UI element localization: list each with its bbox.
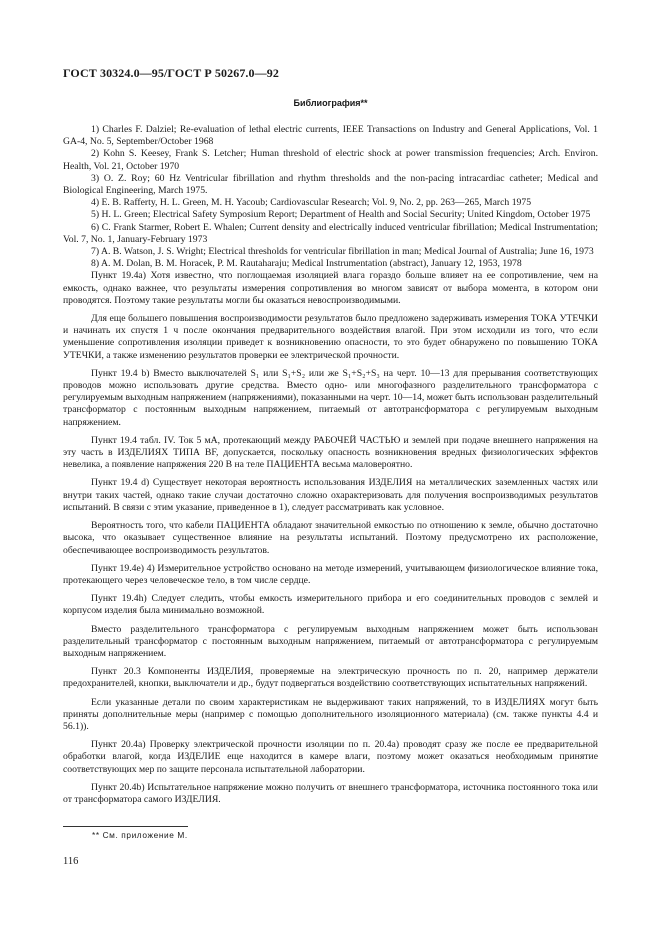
paragraph: Пункт 19.4а) Хотя известно, что поглощаемая изоляцией влага гораздо больше влияет на ее сопротивление, чем на емкость, однако важнее, что результаты измерения сопротивления во многом зависят от выбора момента, в котором они проводятся. Поэтому такие результаты могли бы оказаться невоспроизводимыми. — [63, 270, 598, 306]
reference-item: 6) C. Frank Starmer, Robert E. Whalen; Current density and electrically induced ventricular fibrillation; Medical Instrumentation; Vol. 7, No. 1, January-February 1973 — [63, 221, 598, 245]
paragraph: Пункт 19.4е) 4) Измерительное устройство основано на методе измерений, учитывающем физиологическое влияние тока, протекающего через человеческое тело, в том числе сердце. — [63, 562, 598, 586]
reference-item: 5) H. L. Green; Electrical Safety Symposium Report; Department of Health and Social Security; United Kingdom, October 1975 — [91, 209, 591, 221]
paragraph: Пункт 19.4 b) Вместо выключателей S₁ или S₁+S₂ или же S₁+S₂+S₃ на черт. 10—13 для прерывания соответствующих проводов можно использовать другие средства. Вместо одно- или многофазного разделительного трансформатора с регулируемым выходным напряжением (напряжениями), показанными на черт. 10—14, может быть использован разделительный трансформатор с постоянным выходным напряжением, питаемый от автотрансформатора с регулируемым выходным напряжением. — [63, 367, 598, 428]
reference-item: 3) O. Z. Roy; 60 Hz Ventricular fibrillation and rhythm thresholds and the non-pacing intracardiac catheter; Medical and Biological Engineering, March 1975. — [63, 172, 598, 197]
reference-item: 8) A. M. Dolan, B. M. Horacek, P. M. Rautaharaju; Medical Instrumentation (abstract), January 12, 1953, 1978 — [91, 258, 522, 270]
paragraph: Пункт 19.4 d) Существует некоторая вероятность использования ИЗДЕЛИЯ на металлических заземленных частях или внутри таких частей, однако такие случаи достаточно сложно охарактеризовать для получения воспроизводимых результатов испытаний. В связи с этим указание, приведенное в 1), следует рассматривать как условное. — [63, 477, 598, 513]
paragraph: Пункт 20.3 Компоненты ИЗДЕЛИЯ, проверяемые на электрическую прочность по п. 20, например держатели предохранителей, кнопки, выключатели и др., будут подвергаться воздействию соответствующих испытательных напряжений. — [63, 666, 598, 690]
footnote-divider — [63, 826, 188, 827]
paragraph: Пункт 19.4 табл. IV. Ток 5 мА, протекающий между РАБОЧЕЙ ЧАСТЬЮ и землей при подаче внешнего напряжения на эту часть в ИЗДЕЛИЯХ ТИПА BF, допускается, поскольку опасность возникновения вредных физиологических эффектов невелика, а появление напряжения 220 В на теле ПАЦИЕНТА весьма маловероятно. — [63, 434, 598, 471]
document-body — [63, 124, 598, 806]
standard-header: ГОСТ 30324.0—95/ГОСТ Р 50267.0—92 — [63, 66, 279, 80]
paragraph: Пункт 20.4b) Испытательное напряжение можно получить от внешнего трансформатора, источника постоянного тока или от трансформатора самого ИЗДЕЛИЯ. — [63, 781, 598, 805]
page-number: 116 — [63, 856, 79, 867]
paragraph: Если указанные детали по своим характеристикам не выдерживают таких напряжений, то в ИЗДЕЛИЯХ могут быть приняты дополнительные меры (например с помощью дополнительного изоляционного материала) (см. также пункты 4.4 и 56.1)). — [63, 696, 598, 732]
paragraph: Для еще большего повышения воспроизводимости результатов было предложено задерживать измерения ТОКА УТЕЧКИ и начинать их спустя 1 ч после окончания предварительного воздействия влагой. При этом исходили из того, что если уменьшение сопротивления изоляции приведет к возникновению опасности, то это будет обнаружено по повышению ТОКА УТЕЧКИ, а также изменению результатов проверки ее электрической прочности. — [63, 313, 598, 361]
paragraph: Вместо разделительного трансформатора с регулируемым выходным напряжением может быть использован разделительный трансформатор с постоянным выходным напряжением, питаемый от автотрансформатора с регулируемым выходным напряжением. — [63, 623, 598, 659]
paragraph: Пункт 20.4а) Проверку электрической прочности изоляции по п. 20.4а) проводят сразу же после ее предварительной обработки влагой, когда ИЗДЕЛИЕ еще находится в камере влаги, поэтому может оказаться необходимым принятие соответствующих мер по защите персонала испытательной лаборатории. — [63, 739, 598, 775]
reference-item: 4) E. B. Rafferty, H. L. Green, M. H. Yacoub; Cardiovascular Research; Vol. 9, No. 2, pp. 263—265, March 1975 — [91, 197, 532, 209]
reference-item: 2) Kohn S. Keesey, Frank S. Letcher; Human threshold of electric shock at power transmission frequencies; Arch. Environ. Health, Vol. 21, October 1970 — [63, 148, 598, 172]
paragraph: Пункт 19.4h) Следует следить, чтобы емкость измерительного прибора и его соединительных проводов с землей и корпусом изделия была минимально возможной. — [63, 593, 598, 617]
bibliography-title: Библиография** — [293, 98, 368, 108]
footnote: ** См. приложение М. — [92, 830, 188, 840]
paragraph: Вероятность того, что кабели ПАЦИЕНТА обладают значительной емкостью по отношению к земле, обычно достаточно высока, что оказывает существенное влияние на результаты испытаний. Поэтому предусмотрено их расположение, обеспечивающее воспроизводимость результатов. — [63, 520, 598, 556]
reference-item: 1) Charles F. Dalziel; Re-evaluation of lethal electric currents, IEEE Transactions on Industry and General Applications, Vol. 1 GA-4, No. 5, September/October 1968 — [63, 124, 598, 148]
reference-item: 7) A. B. Watson, J. S. Wright; Electrical thresholds for ventricular fibrillation in man; Medical Journal of Australia; June 16, 1973 — [91, 246, 594, 258]
